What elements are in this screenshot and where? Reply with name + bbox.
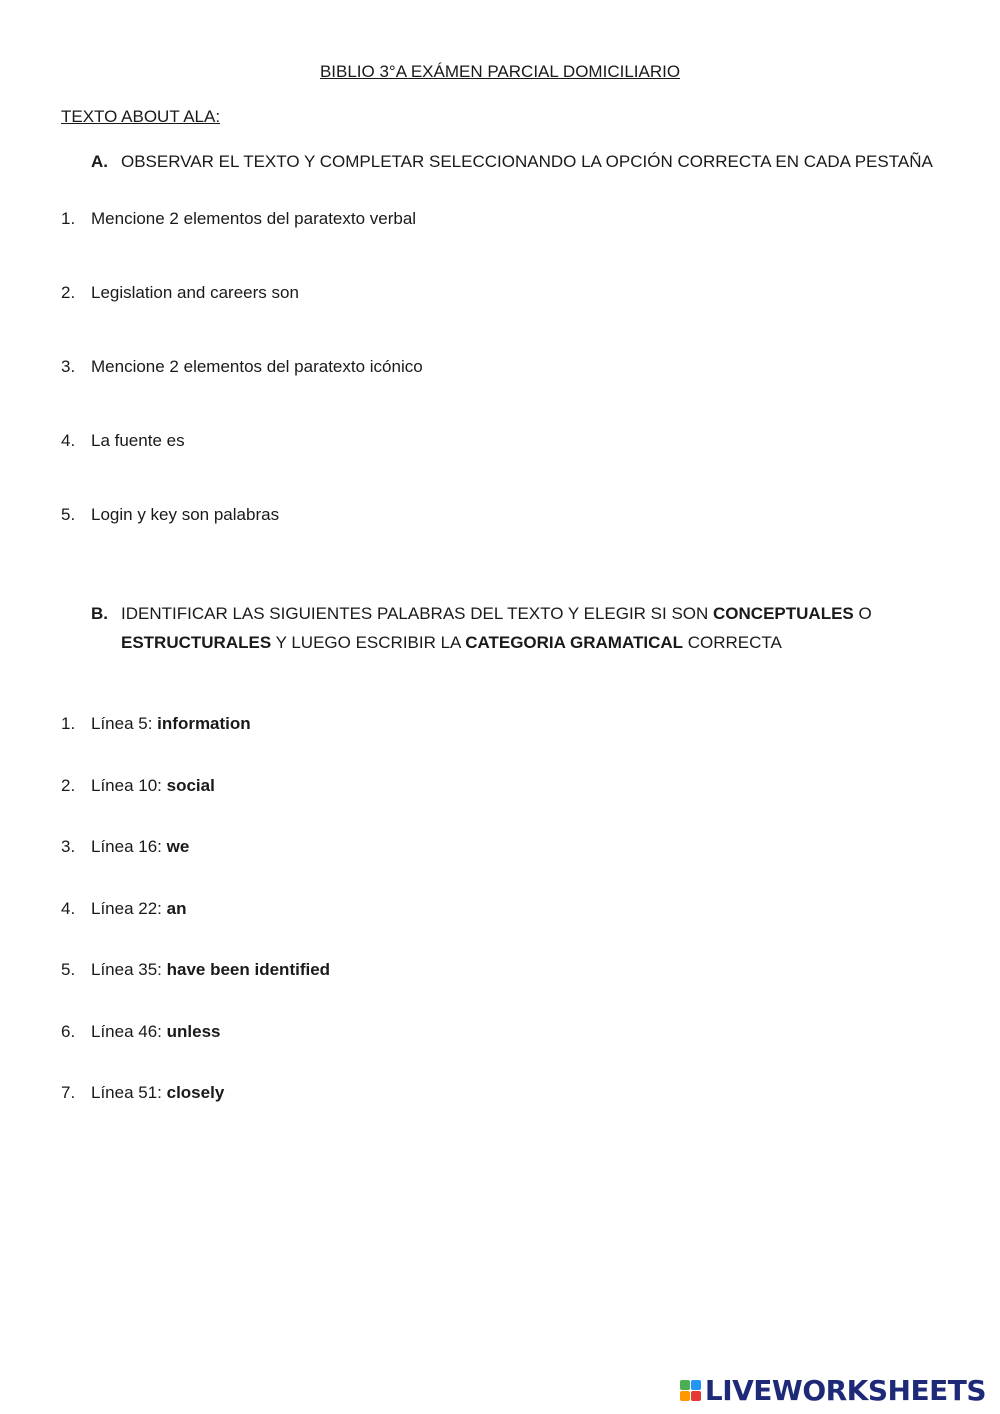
section-b-bold-term: ESTRUCTURALES xyxy=(121,633,272,652)
item-number: 7. xyxy=(61,1083,76,1102)
item-number: 6. xyxy=(61,1022,76,1041)
section-a-letter: A. xyxy=(91,152,108,171)
section-b-item xyxy=(61,837,189,857)
item-label: Línea 16: xyxy=(91,837,167,856)
logo-square xyxy=(680,1391,690,1401)
logo-square xyxy=(691,1391,701,1401)
section-b-item xyxy=(61,1083,224,1103)
item-label: Línea 46: xyxy=(91,1022,167,1041)
section-a-item xyxy=(61,283,299,303)
item-word: unless xyxy=(166,1022,221,1041)
section-b-item xyxy=(61,776,215,796)
item-number: 4. xyxy=(61,431,76,450)
logo-square xyxy=(691,1380,701,1390)
text-subtitle: TEXTO ABOUT ALA: xyxy=(61,107,221,126)
item-text: La fuente es xyxy=(91,431,185,450)
section-b-item xyxy=(61,714,251,734)
section-b-instruction-part: O xyxy=(853,604,872,623)
item-word: social xyxy=(166,776,215,795)
section-b-instruction-part: Y LUEGO ESCRIBIR LA xyxy=(271,633,466,652)
liveworksheets-logo xyxy=(680,1374,986,1407)
item-label: Línea 51: xyxy=(91,1083,167,1102)
item-word: have been identified xyxy=(166,960,331,979)
item-label: Línea 35: xyxy=(91,960,167,979)
item-number: 3. xyxy=(61,357,76,376)
section-b-heading xyxy=(91,604,872,624)
section-b-item xyxy=(61,1022,220,1042)
item-number: 4. xyxy=(61,899,76,918)
item-text: Legislation and careers son xyxy=(91,283,299,302)
section-b-bold-term: CATEGORIA GRAMATICAL xyxy=(465,633,684,652)
section-a-item xyxy=(61,505,279,525)
section-a-heading xyxy=(91,152,933,172)
item-number: 1. xyxy=(61,209,76,228)
item-word: information xyxy=(157,714,251,733)
item-word: we xyxy=(166,837,190,856)
item-text: Login y key son palabras xyxy=(91,505,280,524)
item-label: Línea 22: xyxy=(91,899,167,918)
section-b-letter: B. xyxy=(91,604,108,623)
section-a-item xyxy=(61,431,185,451)
item-label: Línea 10: xyxy=(91,776,167,795)
logo-square xyxy=(680,1380,690,1390)
page-title: BIBLIO 3°A EXÁMEN PARCIAL DOMICILIARIO xyxy=(319,62,681,81)
item-number: 2. xyxy=(61,776,76,795)
item-number: 3. xyxy=(61,837,76,856)
item-text: Mencione 2 elementos del paratexto verbal xyxy=(91,209,417,228)
section-b-instruction-part: CORRECTA xyxy=(683,633,782,652)
section-b-item xyxy=(61,960,330,980)
item-word: an xyxy=(166,899,187,918)
item-text: Mencione 2 elementos del paratexto icónico xyxy=(91,357,423,376)
section-a-instruction: OBSERVAR EL TEXTO Y COMPLETAR SELECCIONANDO LA OPCIÓN CORRECTA EN CADA PESTAÑA xyxy=(121,152,933,171)
item-number: 5. xyxy=(61,960,76,979)
item-word: closely xyxy=(166,1083,225,1102)
item-number: 2. xyxy=(61,283,76,302)
section-b-instruction-part: IDENTIFICAR LAS SIGUIENTES PALABRAS DEL TEXTO Y ELEGIR SI SON xyxy=(121,604,714,623)
item-label: Línea 5: xyxy=(91,714,158,733)
section-b-item xyxy=(61,899,186,919)
liveworksheets-logo-icon xyxy=(680,1380,701,1401)
section-b-heading-line2 xyxy=(121,633,782,653)
item-number: 1. xyxy=(61,714,76,733)
section-a-item xyxy=(61,209,416,229)
logo-text: LIVEWORKSHEETS xyxy=(704,1374,986,1407)
section-a-item xyxy=(61,357,423,377)
item-number: 5. xyxy=(61,505,76,524)
section-b-bold-term: CONCEPTUALES xyxy=(713,604,854,623)
